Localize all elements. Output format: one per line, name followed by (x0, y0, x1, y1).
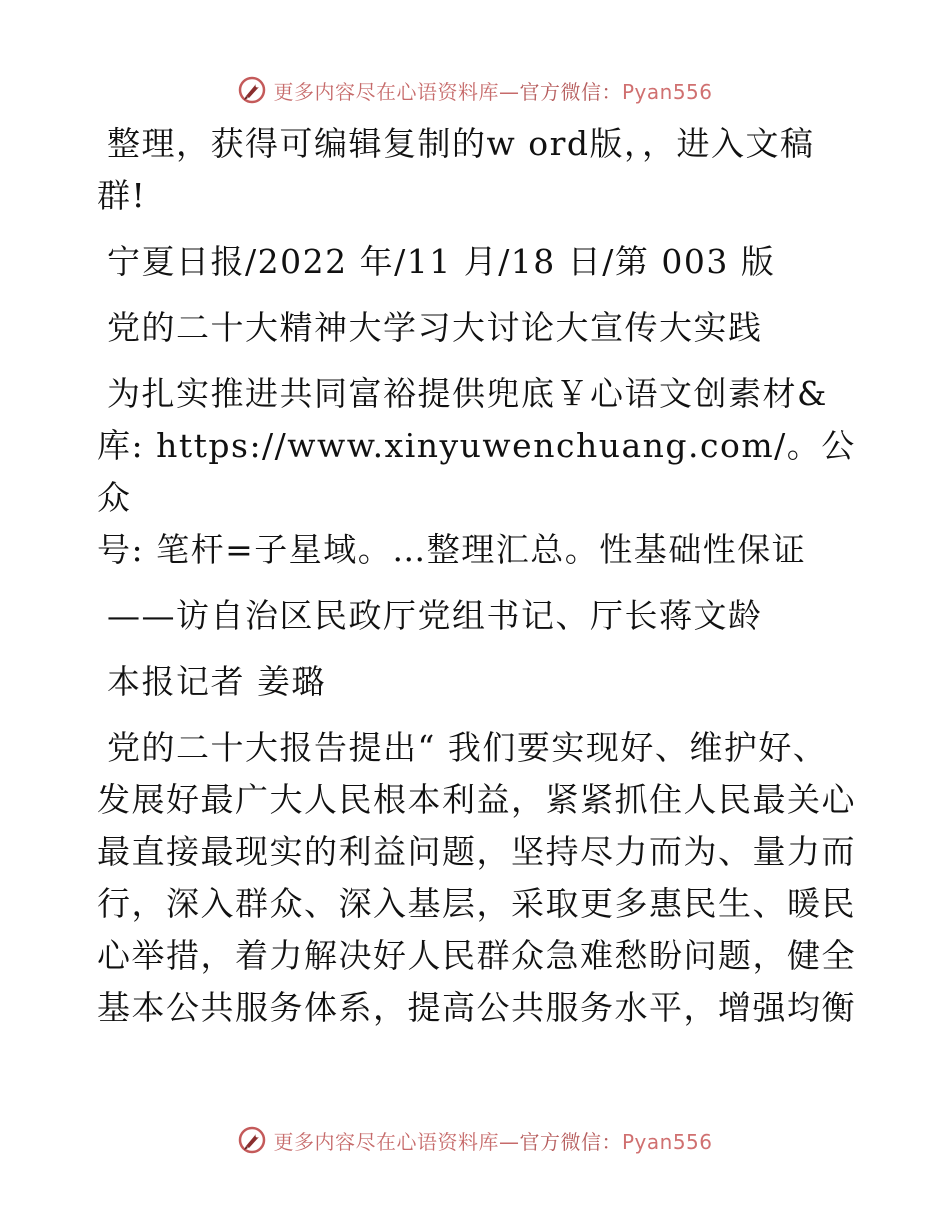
banner-account: Pyan556 (621, 79, 713, 104)
text-line: 群! (97, 176, 147, 215)
subtitle: ——访自治区民政厅党组书记、厅长蒋文龄 (107, 596, 763, 635)
banner-slogan: 更多内容尽在心语资料库 (273, 1129, 499, 1154)
text-line: 心举措，着力解决好人民群众急难愁盼问题，健全 (97, 936, 856, 975)
article-title (97, 368, 857, 576)
banner-official-label: 官方微信： (519, 1129, 622, 1154)
document-body (97, 118, 857, 1034)
header-watermark-banner (0, 70, 950, 110)
source-line: 宁夏日报/2022 年/11 月/18 日/第 003 版 (107, 242, 776, 281)
text-line: 为扎实推进共同富裕提供兜底￥心语文创素材& (107, 374, 828, 413)
banner-account: Pyan556 (621, 1129, 713, 1154)
banner-official-label: 官方微信： (519, 79, 622, 104)
body-paragraph (97, 722, 857, 1034)
banner-text (273, 1126, 712, 1155)
pen-nib-circle-logo-icon (237, 75, 267, 105)
banner-separator: — (498, 1129, 520, 1154)
column-heading: 党的二十大精神大学习大讨论大宣传大实践 (107, 308, 763, 347)
text-line: 最直接最现实的利益问题，坚持尽力而为、量力而 (97, 832, 856, 871)
banner-slogan: 更多内容尽在心语资料库 (273, 79, 499, 104)
paragraph-intro (97, 118, 857, 222)
footer-watermark-banner (0, 1120, 950, 1160)
text-line: 库: https://www.xinyuwenchuang.com/。公众 (97, 426, 856, 517)
text-line: 基本公共服务体系，提高公共服务水平，增强均衡 (97, 988, 856, 1027)
text-line: 党的二十大报告提出“ 我们要实现好、维护好、 (107, 728, 828, 767)
byline: 本报记者 姜璐 (107, 662, 326, 701)
text-line: 行，深入群众、深入基层，采取更多惠民生、暖民 (97, 884, 856, 923)
text-line: 号: 笔杆=子星域。…整理汇总。性基础性保证 (97, 530, 807, 569)
banner-separator: — (498, 79, 520, 104)
text-line: 整理，获得可编辑复制的w ord版，，进入文稿 (107, 124, 815, 163)
banner-text (273, 76, 712, 105)
text-line: 发展好最广大人民根本利益，紧紧抓住人民最关心 (97, 780, 856, 819)
pen-nib-circle-logo-icon (237, 1125, 267, 1155)
